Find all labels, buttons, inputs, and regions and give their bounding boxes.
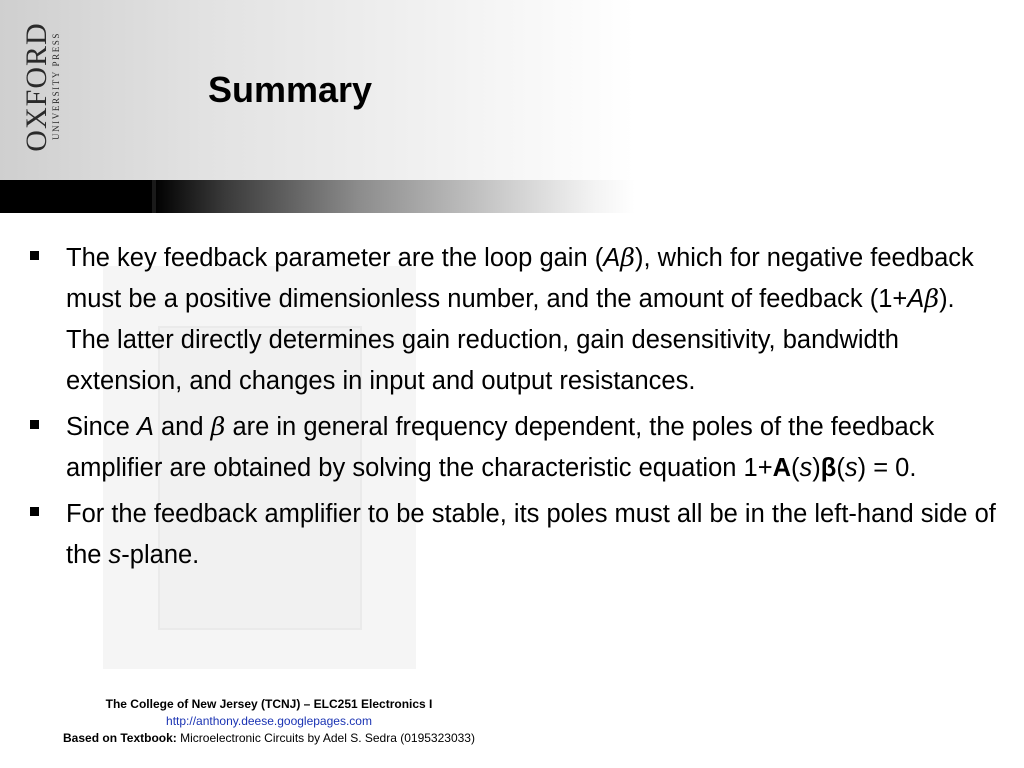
bullet-text: and [153, 413, 211, 441]
equation-tail: ) = 0. [857, 454, 917, 482]
header-background [0, 0, 1024, 180]
footer [0, 696, 540, 747]
bullet-text: Since [66, 413, 137, 441]
bullet-text: The key feedback parameter are the loop gain ( [66, 244, 604, 272]
bullet-square-icon [30, 507, 39, 516]
equation-symbol-s: s [799, 454, 813, 482]
bullet-text: -plane. [121, 541, 200, 569]
equation-paren: ) [812, 454, 821, 482]
symbol-a: A [136, 413, 154, 441]
oxford-logo [14, 16, 70, 162]
symbol-beta: β [620, 243, 635, 273]
bullet-list [28, 238, 998, 581]
symbol-a: A [907, 285, 925, 313]
bullet-text: are in general frequency dependent, the poles of the feedback amplifier are obtained by solving the characteristic equation 1+ [66, 413, 935, 482]
footer-textbook-text: Microelectronic Circuits by Adel S. Sedra (0195323033) [176, 731, 475, 745]
footer-textbook [0, 730, 538, 747]
equation-symbol-s: s [844, 454, 858, 482]
equation-paren: ( [791, 454, 800, 482]
footer-textbook-label: Based on Textbook: [63, 731, 177, 745]
equation-symbol-beta: β [820, 454, 837, 482]
bullet-text: For the feedback amplifier to be stable, its poles must all be in the left-hand side of the [66, 500, 996, 569]
symbol-beta: β [210, 412, 226, 442]
equation-symbol-a: A [772, 454, 792, 482]
oxford-logo-wordmark: OXFORD [20, 22, 53, 152]
footer-link[interactable]: http://anthony.deese.googlepages.com [166, 714, 372, 728]
bullet-text: ), which for negative feedback must be a positive dimensionless number, and the amount of feedback (1+ [66, 244, 974, 313]
footer-course: The College of New Jersey (TCNJ) – ELC251 Electronics I [105, 697, 433, 711]
slide-title: Summary [208, 69, 373, 110]
bullet-item-poles [28, 407, 998, 489]
bullet-item-stability [28, 494, 998, 576]
bullet-square-icon [30, 420, 39, 429]
bullet-square-icon [30, 251, 39, 260]
equation-paren: ( [836, 454, 845, 482]
symbol-beta: β [924, 284, 940, 314]
symbol-a: A [603, 244, 621, 272]
symbol-s: s [108, 541, 122, 569]
oxford-logo-subtitle: UNIVERSITY PRESS [51, 31, 61, 141]
bullet-text: ). The latter directly determines gain reduction, gain desensitivity, bandwidth extension, and changes in input and output resistances. [66, 285, 955, 395]
header-bar-divider [152, 180, 156, 213]
bullet-item-loop-gain [28, 238, 998, 402]
